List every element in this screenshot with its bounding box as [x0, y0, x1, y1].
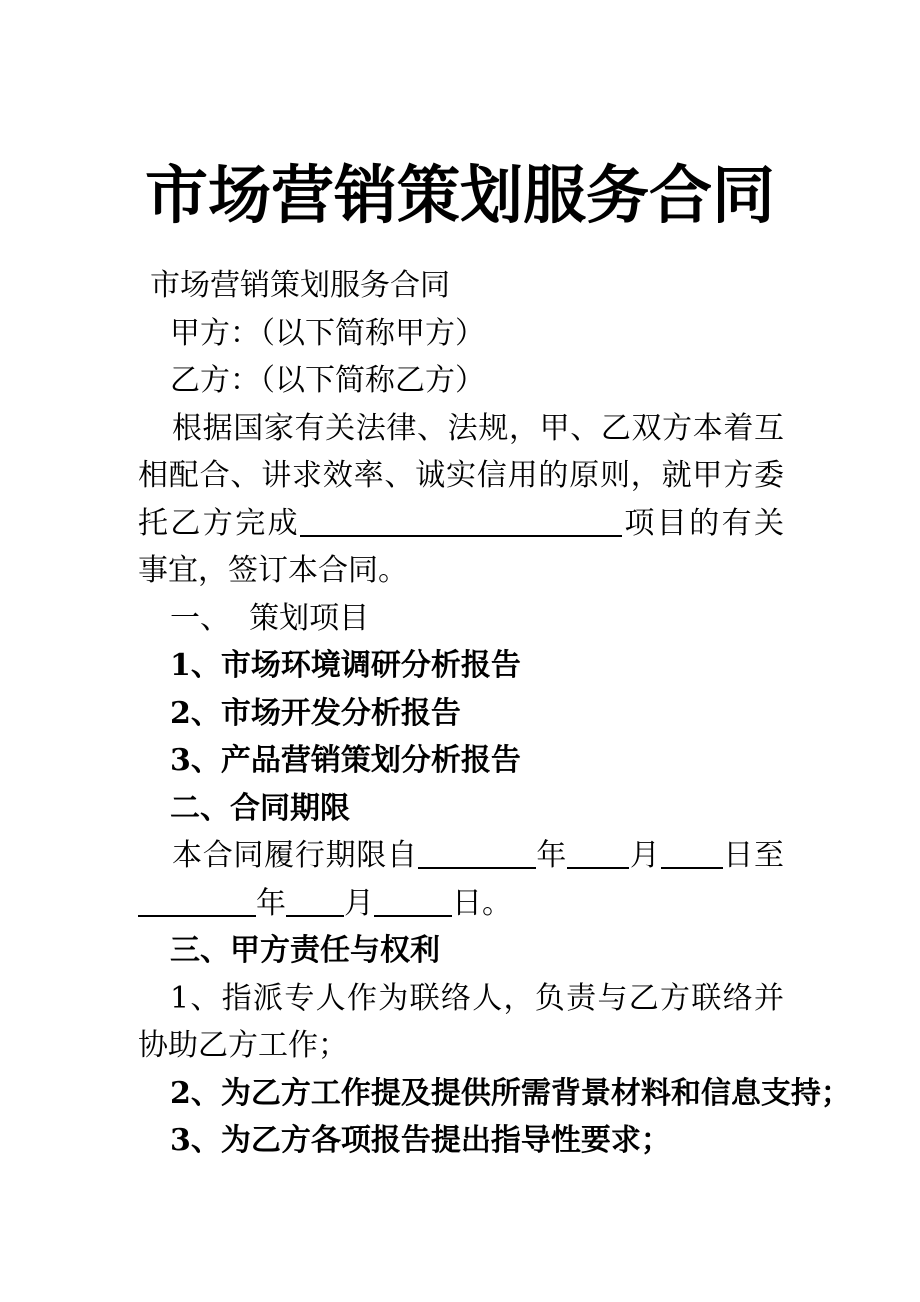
section-1-item-1: 1、市场环境调研分析报告	[170, 648, 521, 683]
contract-term-paragraph	[138, 832, 784, 927]
section-heading-2: 二、合同期限	[170, 790, 350, 826]
section-3-item-1	[138, 975, 784, 1070]
end-day-label: 日	[452, 885, 482, 921]
section-3-item-2: 2、为乙方工作提及提供所需背景材料和信息支持；	[170, 1075, 851, 1111]
party-a-line: 甲方：（以下简称甲方）	[170, 315, 485, 351]
start-year-label: 年	[535, 838, 568, 873]
start-month-blank[interactable]	[567, 841, 629, 869]
section-heading-1: 一、 策划项目	[170, 600, 370, 636]
section-heading-3: 三、甲方责任与权利	[170, 933, 440, 968]
section-1-item-2: 2、市场开发分析报告	[170, 695, 461, 731]
preamble-text-part1: 根据国家有关法律、法规，甲、乙双方本着互相配合、讲求效率、诚实信用的原则，就甲方委托乙方完成	[138, 410, 784, 541]
term-end-period: 。	[482, 885, 512, 921]
project-name-blank[interactable]	[300, 509, 622, 537]
preamble-paragraph	[138, 405, 784, 595]
start-day-blank[interactable]	[661, 841, 723, 869]
end-year-label: 年	[256, 885, 286, 921]
section-1-item-3: 3、产品营销策划分析报告	[170, 743, 521, 778]
section-3-item-3: 3、为乙方各项报告提出指导性要求；	[170, 1123, 671, 1158]
page-title: 市场营销策划服务合同	[145, 158, 775, 232]
section-3-item-1-text: 1、指派专人作为联络人，负责与乙方联络并协助乙方工作；	[138, 980, 784, 1063]
term-to-label: 至	[754, 838, 785, 873]
body-heading-repeat: 市场营销策划服务合同	[150, 268, 450, 303]
document-body	[138, 262, 851, 1165]
end-year-blank[interactable]	[138, 889, 256, 917]
preamble-text-part2: 项目的有关事宜，签订本合同。	[138, 505, 784, 588]
start-day-label: 日	[722, 838, 755, 873]
start-month-label: 月	[629, 838, 661, 873]
party-b-line: 乙方：（以下简称乙方）	[170, 363, 485, 398]
end-month-blank[interactable]	[286, 889, 344, 917]
contract-term-lead: 本合同履行期限自	[172, 838, 418, 873]
end-day-blank[interactable]	[374, 889, 452, 917]
start-year-blank[interactable]	[418, 841, 536, 869]
end-month-label: 月	[344, 885, 374, 921]
